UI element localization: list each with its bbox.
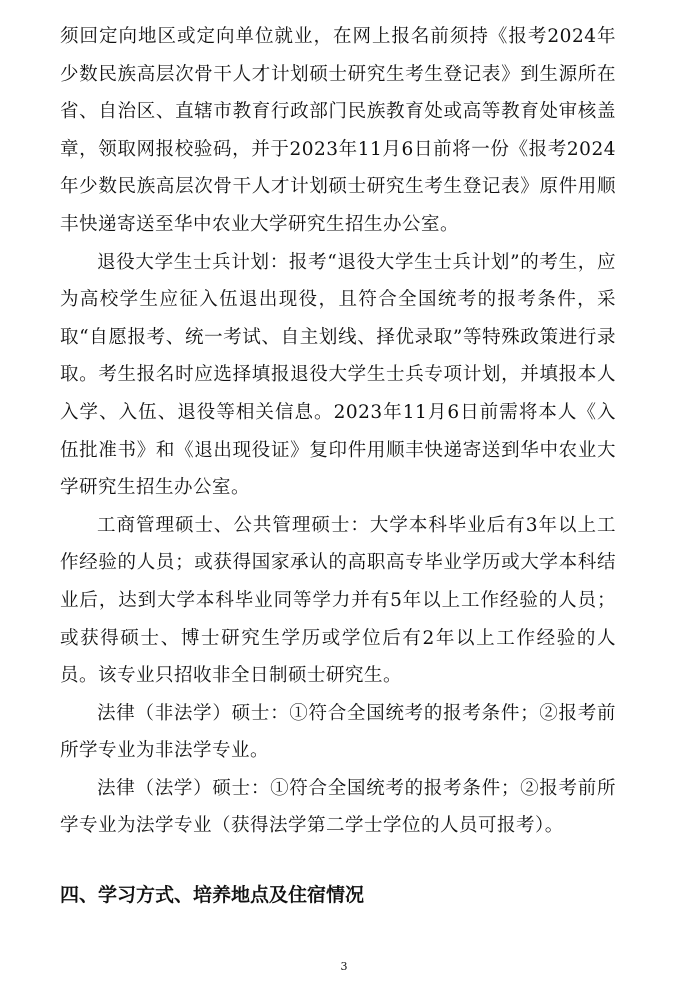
page-number: 3 bbox=[340, 960, 348, 973]
paragraph-mba-mpa: 工商管理硕士、公共管理硕士：大学本科毕业后有3年以上工作经验的人员；或获得国家承认的高职高专毕业学历或大学本科结业后，达到大学本科毕业同等学力并有5年以上工作经验的人员；或获得硕士、博士研究生学历或学位后有2年以上工作经验的人员。该专业只招收非全日制硕士研究生。 bbox=[60, 514, 616, 687]
paragraph-law-nonlaw: 法律（非法学）硕士：①符合全国统考的报考条件；②报考前所学专业为非法学专业。 bbox=[60, 702, 616, 762]
document-body bbox=[60, 18, 616, 845]
paragraph-law-law: 法律（法学）硕士：①符合全国统考的报考条件；②报考前所学专业为法学专业（获得法学第二学士学位的人员可报考）。 bbox=[60, 777, 616, 837]
paragraph-veteran-plan: 退役大学生士兵计划：报考“退役大学生士兵计划”的考生，应为高校学生应征入伍退出现役，且符合全国统考的报考条件，采取“自愿报考、统一考试、自主划线、择优录取”等特殊政策进行录取。考生报名时应选择填报退役大学生士兵专项计划，并填报本人入学、入伍、退役等相关信息。2023年11月6日前需将本人《入伍批准书》和《退出现役证》复印件用顺丰快递寄送到华中农业大学研究生招生办公室。 bbox=[60, 251, 616, 499]
paragraph-continued: 须回定向地区或定向单位就业，在网上报名前须持《报考2024年少数民族高层次骨干人才计划硕士研究生考生登记表》到生源所在省、自治区、直辖市教育行政部门民族教育处或高等教育处审核盖章，领取网报校验码，并于2023年11月6日前将一份《报考2024年少数民族高层次骨干人才计划硕士研究生考生登记表》原件用顺丰快递寄送至华中农业大学研究生招生办公室。 bbox=[60, 26, 616, 235]
section-heading: 四、学习方式、培养地点及住宿情况 bbox=[60, 884, 365, 906]
